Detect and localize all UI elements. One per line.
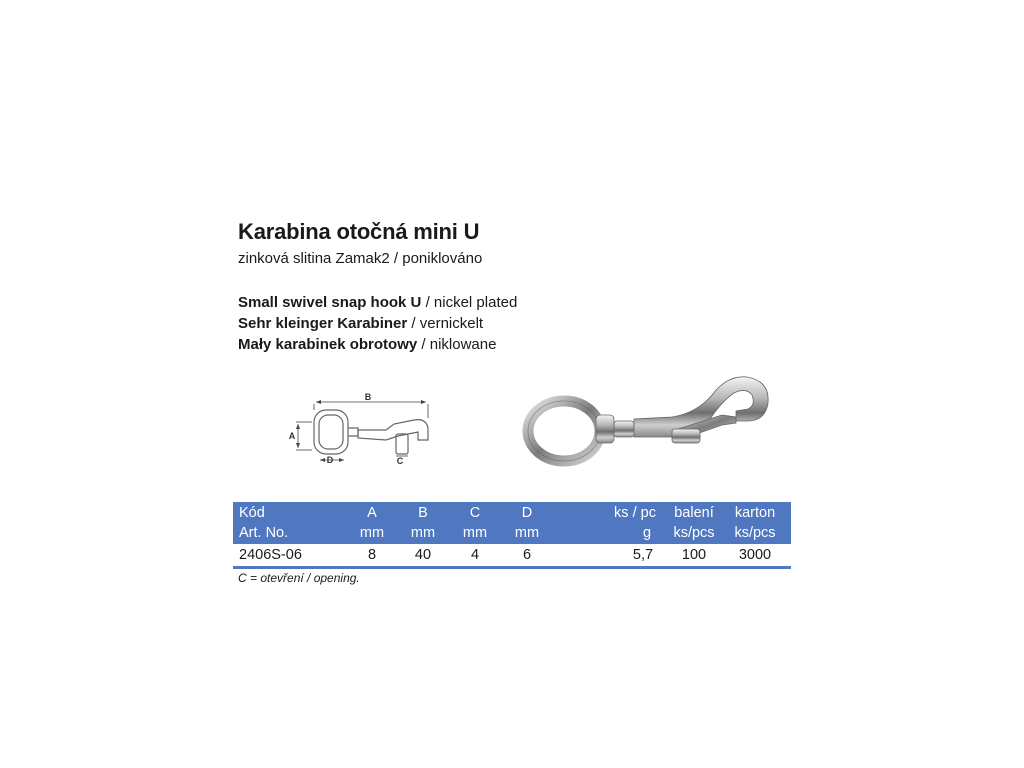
product-name-en-bold: Small swivel snap hook U [238,294,422,311]
cell-d: 6 [522,547,532,563]
spec-table [233,502,791,569]
product-name-de [238,313,517,334]
header-karton-unit: ks/pcs [734,525,776,541]
header-karton: karton [734,505,776,521]
cell-baleni: 100 [681,547,707,563]
cell-c: 4 [470,547,480,563]
diagram-gate [396,434,408,454]
dimension-label-b: B [364,392,372,402]
product-name-de-bold: Sehr kleinger Karabiner [238,315,408,332]
footnote: C = otevření / opening. [238,571,360,585]
header-c: C [469,505,481,521]
diagram-body [358,420,428,440]
header-a: A [367,505,377,521]
dimension-label-a: A [288,431,296,441]
product-name-pl-bold: Mały karabinek obrotowy [238,336,418,353]
product-name-pl [238,334,517,355]
dimension-label-d: D [326,455,334,465]
table-row [233,544,791,569]
header-c-unit: mm [462,525,488,541]
product-names [238,292,517,355]
spec-table-header [233,502,791,544]
product-name-de-rest: / vernickelt [407,315,484,332]
product-subtitle: zinková slitina Zamak2 / poniklováno [238,250,483,267]
header-d: D [521,505,533,521]
product-title: Karabina otočná mini U [238,219,480,244]
header-weight-unit: g [642,525,652,541]
header-b: B [418,505,428,521]
product-name-en [238,292,517,313]
cell-b: 40 [414,547,432,563]
photo-trigger [672,429,700,443]
diagram-neck [348,428,358,436]
product-name-en-rest: / nickel plated [421,294,518,311]
product-name-pl-rest: / niklowane [417,336,497,353]
photo-neck [614,421,634,437]
header-kod: Kód [239,505,265,521]
photo-swivel-eye [596,415,614,443]
cell-code: 2406S-06 [239,547,302,563]
header-b-unit: mm [410,525,436,541]
header-art-no: Art. No. [239,525,289,541]
cell-karton: 3000 [738,547,772,563]
diagram-ring-inner [319,415,343,449]
dimension-label-c: C [396,456,404,466]
header-d-unit: mm [514,525,540,541]
header-weight: ks / pc [614,505,656,521]
product-photo [522,365,772,477]
header-a-unit: mm [359,525,385,541]
cell-weight: 5,7 [632,547,654,563]
cell-a: 8 [367,547,377,563]
header-baleni: balení [674,505,714,521]
dimension-diagram [286,388,446,468]
header-baleni-unit: ks/pcs [673,525,715,541]
